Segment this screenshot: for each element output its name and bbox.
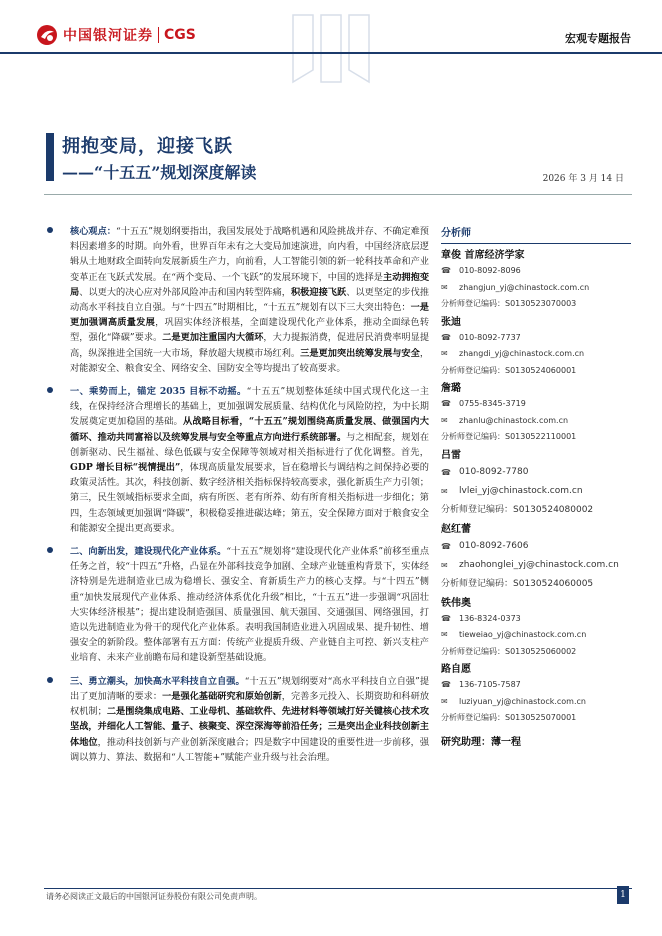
- section-1-paragraph: 一、乘势而上，锚定 2035 目标不动摇。“十五五”规划整体延续中国式现代化这一主线，在保持经济合理增长的基础上，更加强调发展质量、结构优化与风险防控，为中长期发展奠定更加稳固的基础。从战略目标看，“十五五”规划围绕高质量发展、做强国内大循环、推动共同富裕以及统筹发展与安全等重点方向进行系统部署。与之相配套，规划在创新驱动、民生福祉、绿色低碳与安全保障等领域对相关指标进行了优化调整。首先，GDP 增长目标“视情提出”，体现高质量发展要求，旨在稳增长与调结构之间保持必要的政策灵活性。其次，科技创新、数字经济相关指标保持较高要求，强化新质生产力引领；第三，民生领域指标要求全面，病有所医、老有所养、幼有所育相关指标进一步细化；第四，生态领域更加强调“降碳”，积极稳妥推进碳达峰；第五，安全保障方面对于粮食安全和能源安全提出更高要求。: [46, 384, 429, 536]
- analyst-entry: [441, 248, 631, 313]
- analyst-phone: 010-8092-7606: [459, 540, 529, 551]
- analyst-reg-code: 分析师登记编码：S0130524060005: [441, 578, 594, 589]
- analyst-phone: 136-8324-0373: [459, 613, 521, 623]
- analyst-email[interactable]: zhanlu@chinastock.com.cn: [459, 415, 569, 425]
- email-icon: ✉: [441, 486, 448, 496]
- analyst-phone-row: [441, 611, 631, 628]
- analyst-email[interactable]: zhangjun_yj@chinastock.com.cn: [459, 282, 590, 292]
- analyst-name: 赵红蕾: [441, 523, 471, 535]
- section-2-paragraph: 二、向新出发，建设现代化产业体系。“十五五”规划将“建设现代化产业体系”前移至重点任务之首，较“十四五”升格，凸显在外部科技竞争加剧、全球产业链重构背景下，实体经济特别是先进制造业已成为稳增长、强安全、育新质生产力的核心支撑。与“十四五”侧重“加快发展现代产业体系、推动经济体系优化升级”相比，“十五五”进一步强调“巩固壮大实体经济根基”；提出建设制造强国、质量强国、航天强国、交通强国、网络强国，打造以先进制造业为骨干的现代化产业体系。表明我国制造业进入巩固成果、提升韧性、增强安全的新阶段。整体部署有五方面：传统产业提质升级、产业链自主可控、新兴支柱产业培育、未来产业前瞻布局和建设新型基础设施。: [46, 544, 429, 666]
- logo-en-text: CGS: [164, 27, 196, 43]
- phone-icon: ☎: [441, 680, 451, 689]
- title-divider: [44, 194, 632, 195]
- analyst-phone: 010-8092-8096: [459, 266, 521, 275]
- sidebar-title: 分析师: [441, 224, 631, 244]
- analyst-email-row: [441, 280, 631, 297]
- phone-icon: ☎: [441, 467, 451, 477]
- analyst-reg-code: 分析师登记编码：S0130522110001: [441, 432, 577, 441]
- research-assistant: 研究助理：薄一程: [441, 736, 521, 748]
- phone-icon: ☎: [441, 332, 451, 342]
- logo-mark-icon: [36, 24, 58, 46]
- analyst-name: 张迪: [441, 316, 461, 328]
- analyst-phone-row: [441, 263, 631, 280]
- company-logo: [36, 24, 196, 46]
- analyst-reg-code: 分析师登记编码：S0130525060002: [441, 646, 577, 656]
- analyst-name: 詹璐: [441, 383, 461, 394]
- phone-icon: ☎: [441, 613, 451, 623]
- analyst-phone: 010-8092-7737: [459, 332, 521, 342]
- analyst-phone-row: [441, 463, 631, 482]
- analyst-email[interactable]: zhaohonglei_yj@chinastock.com.cn: [459, 559, 619, 570]
- page-number: 1: [617, 886, 629, 904]
- analyst-email-row: [441, 413, 631, 430]
- page-header: [0, 0, 662, 62]
- bullet-icon: [47, 227, 53, 233]
- analyst-reg-code: 分析师登记编码：S0130523070003: [441, 299, 577, 308]
- analyst-phone: 0755-8345-3719: [459, 399, 526, 408]
- analyst-entry: [441, 315, 631, 380]
- bullet-icon: [47, 547, 53, 553]
- analyst-email-row: [441, 556, 631, 575]
- analyst-phone: 010-8092-7780: [459, 466, 529, 477]
- analyst-email-row: [441, 482, 631, 501]
- analyst-email[interactable]: zhangdi_yj@chinastock.com.cn: [459, 349, 585, 358]
- logo-divider: [158, 27, 159, 43]
- analyst-phone-row: [441, 537, 631, 556]
- analyst-email-row: [441, 346, 631, 363]
- analyst-phone-row: [441, 677, 631, 694]
- report-title: 拥抱变局，迎接飞跃: [62, 136, 233, 157]
- analyst-entry: [441, 596, 631, 661]
- phone-icon: ☎: [441, 399, 451, 408]
- email-icon: ✉: [441, 560, 448, 570]
- analyst-email-row: [441, 627, 631, 644]
- analyst-phone: 136-7105-7587: [459, 680, 521, 689]
- core-view-paragraph: 核心观点：“十五五”规划纲要指出，我国发展处于战略机遇和风险挑战并存、不确定难预料因素增多的时期。向外看，世界百年未有之大变局加速演进，向内看，中国经济底层逻辑从土地财政全面转向发展新质生产力，向前看，人工智能引领的新一轮科技革命和产业变革正在飞跃式发展。在“两个变局、一个飞跃”的发展环境下，中国的选择是主动拥抱变局、以更大的决心应对外部风险冲击和国内转型阵痛，积极迎接飞跃、以更坚定的步伐推动高水平科技自立自强。与“十四五”时期相比，“十五五”规划有以下三大突出特色：一是更加强调高质量发展，巩固实体经济根基，全面建设现代化产业体系，推动全面绿色转型，强化“降碳”要求。二是更加注重国内大循环，大力提振消费，促进居民消费率明显提高，纵深推进全国统一大市场，释放超大规模市场红利。三是更加突出统筹发展与安全，对能源安全、粮食安全、网络安全、国防安全等均提出了较高要求。: [46, 224, 429, 376]
- analyst-phone-row: [441, 330, 631, 347]
- watermark-logo-icon: [283, 10, 379, 88]
- analyst-list: [441, 248, 631, 727]
- email-icon: ✉: [441, 349, 448, 358]
- main-content: [46, 224, 429, 773]
- header-divider: [0, 52, 662, 54]
- analyst-sidebar: [441, 224, 631, 748]
- bullet-icon: [47, 677, 53, 683]
- phone-icon: ☎: [441, 266, 451, 275]
- analyst-reg-code: 分析师登记编码：S0130524080002: [441, 504, 594, 515]
- analyst-email-row: [441, 694, 631, 711]
- phone-icon: ☎: [441, 541, 451, 551]
- analyst-entry: [441, 662, 631, 727]
- email-icon: ✉: [441, 282, 448, 292]
- analyst-phone-row: [441, 396, 631, 413]
- report-subtitle: ——“十五五”规划深度解读: [62, 163, 257, 182]
- analyst-email[interactable]: luziyuan_yj@chinastock.com.cn: [459, 696, 586, 706]
- analyst-reg-code: 分析师登记编码：S0130524060001: [441, 365, 577, 375]
- section-3-paragraph: 三、勇立潮头，加快高水平科技自立自强。“十五五”规划纲要对“高水平科技自立自强”提出了更加清晰的要求：一是强化基础研究和原始创新，完善多元投入、长期资助和科研放权机制；二是围绕集成电路、工业母机、基础软件、先进材料等领域打好关键核心技术攻坚战，并细化人工智能、量子、核聚变、深空深海等前沿任务；三是突出企业科技创新主体地位，推动科技创新与产业创新深度融合；四是数字中国建设的重要性进一步前移，强调以算力、算法、数据和“人工智能+”赋能产业升级与社会治理。: [46, 674, 429, 765]
- title-accent-bar: [46, 133, 54, 181]
- analyst-email[interactable]: lvlei_yj@chinastock.com.cn: [459, 485, 583, 496]
- analyst-reg-code: 分析师登记编码：S0130525070001: [441, 713, 577, 722]
- email-icon: ✉: [441, 696, 448, 706]
- analyst-name: 铁伟奥: [441, 597, 471, 609]
- footer-divider: [44, 888, 632, 889]
- analyst-entry: [441, 448, 631, 520]
- analyst-name: 路自愿: [441, 664, 471, 675]
- analyst-email[interactable]: tieweiao_yj@chinastock.com.cn: [459, 630, 587, 639]
- footer-disclaimer: 请务必阅读正文最后的中国银河证券股份有限公司免责声明。: [46, 892, 262, 901]
- analyst-name: 章俊 首席经济学家: [441, 250, 525, 261]
- logo-cn-text: 中国银河证券: [63, 28, 153, 44]
- analyst-entry: [441, 522, 631, 594]
- report-date: 2026 年 3 月 14 日: [542, 174, 624, 184]
- analyst-name: 吕雷: [441, 449, 461, 461]
- analyst-entry: [441, 381, 631, 446]
- bullet-icon: [47, 387, 53, 393]
- report-type: 宏观专题报告: [565, 32, 631, 45]
- email-icon: ✉: [441, 415, 448, 425]
- email-icon: ✉: [441, 630, 448, 639]
